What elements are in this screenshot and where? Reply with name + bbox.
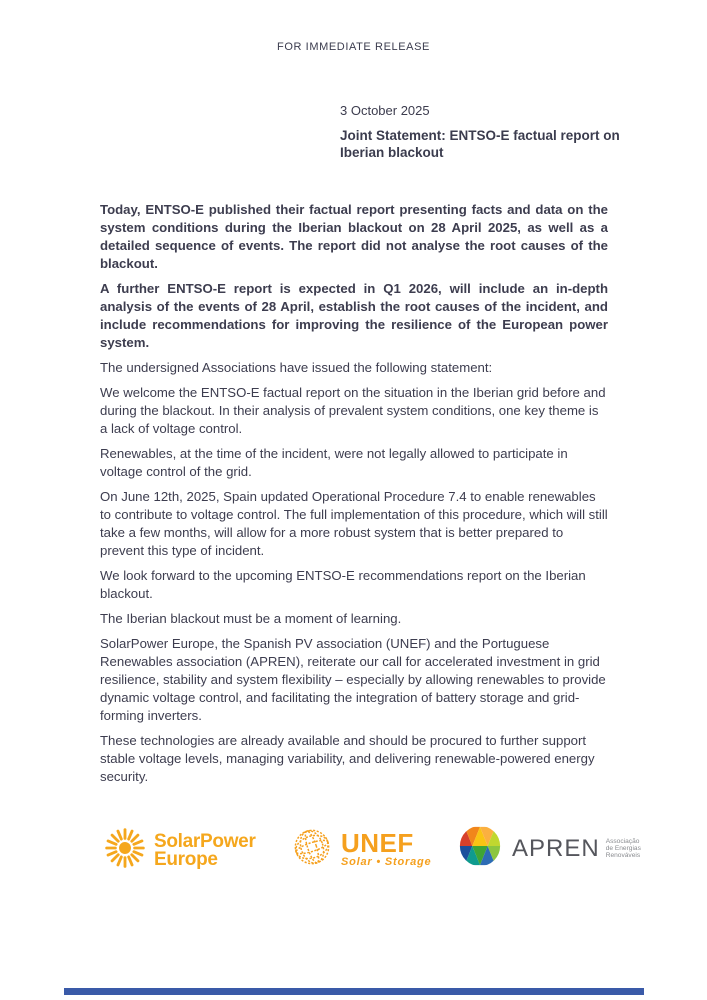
paragraph: A further ENTSO-E report is expected in Q1 2026, will include an in-depth analysis of the events of 28 April, establish the root causes of the incident, and include recommendations for improving the resilience of the European power system. [100,281,608,350]
date: 3 October 2025 [340,103,430,118]
paragraph: These technologies are already available and should be procured to further support stable voltage levels, managing variability, and delivering renewable-powered energy security. [100,733,595,784]
sunburst-icon [103,826,147,875]
faceted-sphere-icon [457,823,503,874]
apren-name: APREN [512,834,600,862]
solarpower-line1: SolarPower [154,830,256,852]
paragraph: The undersigned Associations have issued the following statement: [100,360,493,375]
release-label: FOR IMMEDIATE RELEASE [277,41,430,53]
logo-unef [291,826,431,873]
paragraph: The Iberian blackout must be a moment of learning. [100,611,402,626]
paragraph: We look forward to the upcoming ENTSO-E recommendations report on the Iberian blackout. [100,568,586,601]
logos-row [0,820,707,890]
headline-block [340,103,640,161]
globe-icon [291,826,333,873]
solarpower-line2: Europe [154,848,218,870]
apren-tagline-line1: Associação [605,837,640,845]
paragraph: We welcome the ENTSO-E factual report on the situation in the Iberian grid before and during the blackout. In their analysis of prevalent system conditions, one key theme is a lack of voltage control. [100,385,606,436]
page-title: Joint Statement: ENTSO-E factual report on Iberian blackout [340,128,620,160]
paragraph: Today, ENTSO-E published their factual report presenting facts and data on the system conditions during the Iberian blackout on 28 April 2025, as well as a detailed sequence of events. The report did not analyse the root causes of the blackout. [100,202,608,271]
footer-accent-bar [64,988,644,995]
apren-tagline [606,838,641,860]
paragraph: Renewables, at the time of the incident, were not legally allowed to participate in voltage control of the grid. [100,446,568,479]
apren-tagline-line3: Renováveis [605,852,641,860]
logo-solarpower-europe [103,826,256,875]
solarpower-wordmark [154,830,256,870]
unef-wordmark [341,828,432,868]
paragraph: On June 12th, 2025, Spain updated Operational Procedure 7.4 to enable renewables to contribute to voltage control. The full implementation of this procedure, which will still take a few months, will allow for a more robust system that is better prepared to prevent this type of incident. [100,489,608,558]
logo-apren [457,823,641,874]
paragraph: SolarPower Europe, the Spanish PV association (UNEF) and the Portuguese Renewables association (APREN), reiterate our call for accelerated investment in grid resilience, stability and system flexibility – especially by allowing renewables to provide dynamic voltage control, and facilitating the integration of battery storage and grid-forming inverters. [100,636,606,723]
apren-tagline-line2: de Energias [605,844,641,852]
statement-body [100,201,608,793]
unef-tagline: Solar • Storage [341,856,432,868]
unef-name: UNEF [341,828,414,858]
